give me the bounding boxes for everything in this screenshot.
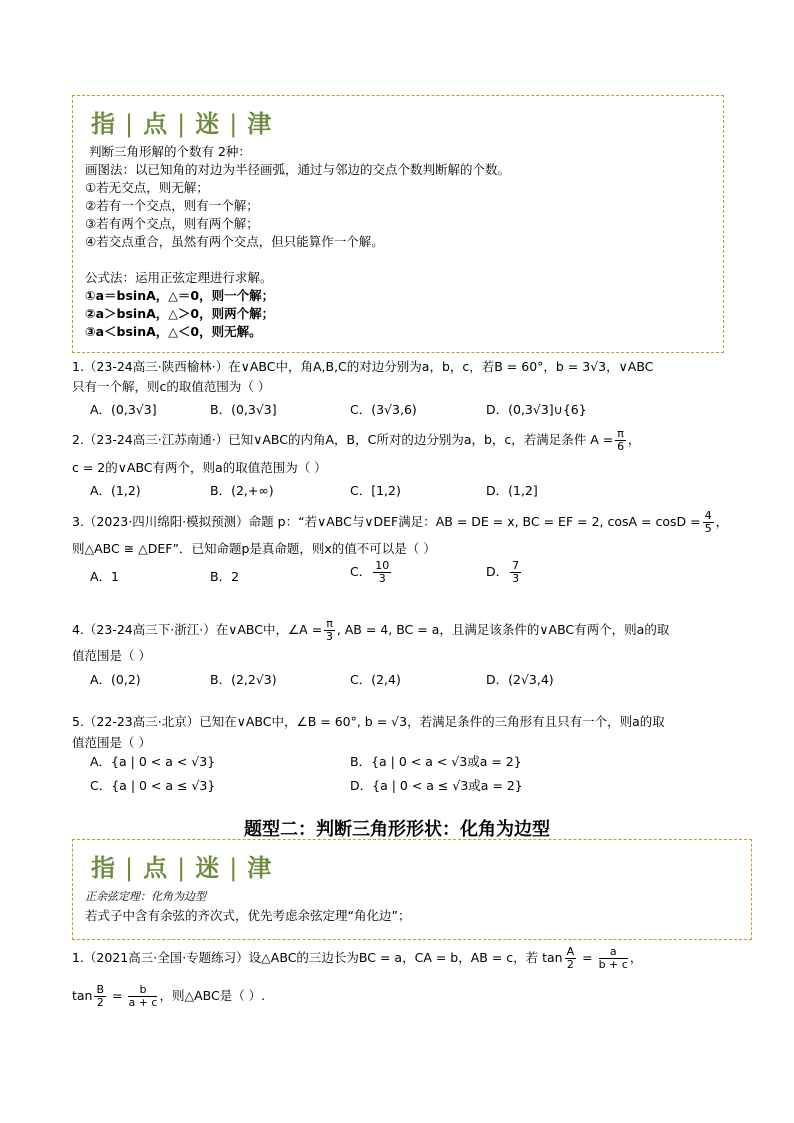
- q4-option-c: C．(2,4): [350, 672, 401, 687]
- tip-box-2: [72, 839, 752, 940]
- tip-line: ①a＝bsinA，△＝0，则一个解；: [85, 288, 275, 303]
- tip-line: ①若无交点，则无解；: [85, 180, 209, 195]
- q3-option-c-fraction: $\frac{10}{3}$: [375, 559, 390, 585]
- q3-option-d-fraction: $\frac{7}{3}$: [512, 559, 520, 585]
- tip-line: ③a＜bsinA，△＜0，则无解。: [85, 324, 262, 339]
- q3-text: 3.（2023·四川绵阳·模拟预测）命题 p：“若∨ABC与∨DEF满足：AB = DE = x, BC = EF = 2, cosA = cosD =: [72, 514, 701, 529]
- tip-line: 公式法：运用正弦定理进行求解。: [85, 270, 273, 285]
- banner-char: 津: [247, 854, 274, 882]
- q5-option-c: C．{a | 0 < a ≤ √3}: [90, 778, 216, 793]
- question-4-line2: 值范围是（ ）: [72, 648, 151, 663]
- question-6-line1: [72, 946, 642, 971]
- banner-char: 点: [143, 854, 170, 882]
- q1-option-d: D．(0,3√3]∪{6}: [486, 402, 587, 417]
- q6-fraction-a: $\frac{A}{2}$: [566, 945, 575, 971]
- q3-text-end: ，: [715, 514, 729, 529]
- q4-option-b: B．(2,2√3): [210, 672, 277, 687]
- q6-text-start: 1.（2021高三·全国·专题练习）设△ABC的三边长为BC = a，CA = b，AB = c，若 tan: [72, 950, 563, 965]
- question-4-line1: [72, 618, 669, 643]
- q2-text: 2.（23-24高三·江苏南通·）已知∨ABC的内角A，B，C所对的边分别为a，b，c，若满足条件 A =: [72, 432, 614, 447]
- banner-char: 点: [143, 110, 170, 138]
- tip-note: 正余弦定理：化角为边型: [85, 890, 206, 903]
- q2-option-d: D．(1,2]: [486, 483, 538, 498]
- q6-fraction-c: $\frac{B}{2}$: [96, 983, 105, 1009]
- question-2-line1: [72, 428, 640, 453]
- q3-option-a: A．1: [90, 569, 120, 584]
- banner-char: 津: [247, 110, 274, 138]
- q3-option-b: B．2: [210, 569, 240, 584]
- q5-option-d: D．{a | 0 < a ≤ √3或a = 2}: [350, 778, 523, 793]
- question-3-line1: [72, 510, 728, 535]
- q6-text-end: ，: [629, 950, 643, 965]
- tip-line: ②a＞bsinA，△＞0，则两个解；: [85, 306, 275, 321]
- q6-fraction-b: $\frac{a}{b + c}$: [598, 945, 628, 971]
- tip-line: 若式子中含有余弦的齐次式，优先考虑余弦定理“角化边”；: [85, 908, 411, 923]
- banner-char: 迷: [195, 854, 222, 882]
- q6-text-end-2: ，则△ABC是（ ）.: [159, 988, 266, 1003]
- tip-line: 判断三角形解的个数有 2种：: [89, 144, 251, 159]
- tip-line: ②若有一个交点，则有一个解；: [85, 198, 259, 213]
- q5-option-b: B．{a | 0 < a < √3或a = 2}: [350, 754, 522, 769]
- q1-option-c: C．(3√3,6): [350, 402, 417, 417]
- banner-char: 迷: [195, 110, 222, 138]
- question-2-line2: c = 2的∨ABC有两个，则a的取值范围为（ ）: [72, 460, 327, 475]
- q3-option-d-label: D．: [486, 564, 509, 579]
- q3-option-c: [350, 560, 393, 585]
- q2-fraction: $\frac{\pi}{6}$: [617, 427, 625, 453]
- question-5-line1: 5.（22-23高三·北京）已知在∨ABC中，∠B = 60°, b = √3，若满足条件的三角形有且只有一个，则a的取: [72, 714, 665, 729]
- tip-line: 画图法：以已知角的对边为半径画弧，通过与邻边的交点个数判断解的个数。: [85, 162, 511, 177]
- q4-text-start: 4.（23-24高三下·浙江·）在∨ABC中，∠A =: [72, 622, 323, 637]
- q4-option-d: D．(2√3,4): [486, 672, 554, 687]
- question-3-line2: 则△ABC ≅ △DEF”．已知命题p是真命题，则x的值不可以是（ ）: [72, 541, 436, 556]
- q2-option-a: A．(1,2): [90, 483, 141, 498]
- q2-option-b: B．(2,+∞): [210, 483, 274, 498]
- q6-tan: tan: [72, 988, 93, 1003]
- question-1-line2: 只有一个解，则c的取值范围为（ ）: [72, 379, 271, 394]
- q6-equals: =: [108, 988, 127, 1003]
- banner-char: 指: [91, 854, 117, 882]
- q3-fraction: $\frac{4}{5}$: [704, 509, 712, 535]
- tip-banner: 指 | 点 | 迷 | 津: [91, 110, 274, 138]
- question-6-line2: [72, 984, 265, 1009]
- section-heading: 题型二：判断三角形形状：化角为边型: [244, 819, 550, 840]
- q3-option-d: [486, 560, 523, 585]
- q4-fraction: $\frac{\pi}{3}$: [326, 617, 333, 643]
- banner-char: 指: [91, 110, 117, 138]
- question-5-line2: 值范围是（ ）: [72, 735, 151, 750]
- q1-option-b: B．(0,3√3]: [210, 402, 277, 417]
- question-1-line1: 1.（23-24高三·陕西榆林·）在∨ABC中，角A,B,C的对边分别为a，b，c，若B = 60°，b = 3√3，∨ABC: [72, 359, 654, 374]
- q5-option-a: A．{a | 0 < a < √3}: [90, 754, 216, 769]
- q2-option-c: C．[1,2): [350, 483, 401, 498]
- q6-fraction-d: $\frac{b}{a + c}$: [128, 983, 158, 1009]
- q4-option-a: A．(0,2): [90, 672, 141, 687]
- q1-option-a: A．(0,3√3]: [90, 402, 157, 417]
- q6-equals: =: [578, 950, 597, 965]
- q3-option-c-label: C．: [350, 564, 372, 579]
- tip-line: ④若交点重合，虽然有两个交点，但只能算作一个解。: [85, 234, 384, 249]
- q2-text-end: ，: [627, 432, 641, 447]
- tip-banner-2: 指 | 点 | 迷 | 津: [91, 854, 274, 882]
- tip-box: [72, 95, 724, 353]
- tip-line: ③若有两个交点，则有两个解；: [85, 216, 259, 231]
- q4-text: , AB = 4, BC = a，且满足该条件的∨ABC有两个，则a的取: [336, 622, 670, 637]
